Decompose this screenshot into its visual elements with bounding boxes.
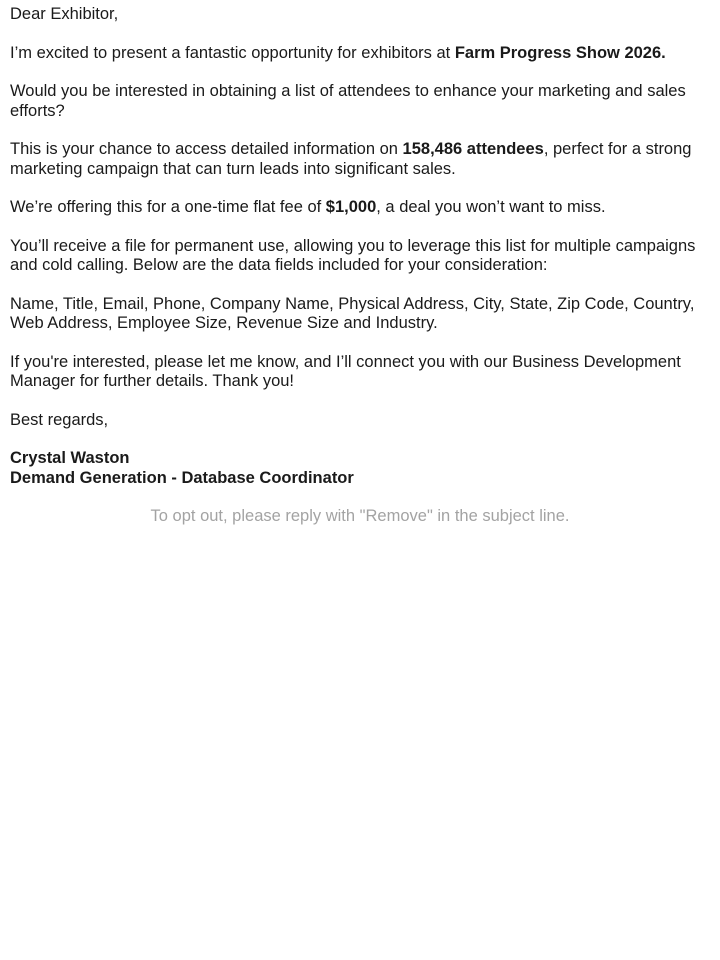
- question-paragraph: Would you be interested in obtaining a list of attendees to enhance your marketing and sales efforts?: [10, 82, 686, 120]
- intro-text: I’m excited to present a fantastic opportunity for exhibitors at: [10, 43, 455, 62]
- signature-title: Demand Generation - Database Coordinator: [10, 468, 354, 487]
- attendees-text-post: , perfect for a strong marketing campaign that can turn leads into significant sales.: [10, 140, 692, 178]
- closing: Best regards,: [10, 410, 109, 429]
- signature-name: Crystal Waston: [10, 449, 130, 467]
- fee-paragraph: [10, 198, 710, 218]
- attendees-text-pre: This is your chance to access detailed information on: [10, 140, 403, 158]
- fee-text-post: , a deal you won’t want to miss.: [376, 198, 606, 216]
- intro-paragraph: [10, 44, 710, 64]
- opt-out-notice: To opt out, please reply with "Remove" in the subject line.: [150, 507, 570, 525]
- fee-amount: $1,000: [325, 198, 377, 216]
- attendees-paragraph: [10, 140, 710, 179]
- greeting: Dear Exhibitor,: [10, 5, 119, 23]
- data-fields-paragraph: Name, Title, Email, Phone, Company Name, Physical Address, City, State, Zip Code, Country, Web Address, Employee Size, Revenue Size and Industry.: [10, 294, 695, 332]
- event-name: Farm Progress Show 2026.: [454, 43, 666, 62]
- file-paragraph: You’ll receive a file for permanent use, allowing you to leverage this list for multiple campaigns and cold calling. Below are the data fields included for your consideration:: [10, 236, 696, 274]
- fee-text-pre: We’re offering this for a one-time flat fee of: [10, 198, 326, 216]
- signature: [10, 449, 710, 488]
- attendee-count: 158,486 attendees: [402, 140, 544, 158]
- contact-paragraph: If you're interested, please let me know, and I’ll connect you with our Business Development Manager for further details. Thank you!: [10, 352, 681, 390]
